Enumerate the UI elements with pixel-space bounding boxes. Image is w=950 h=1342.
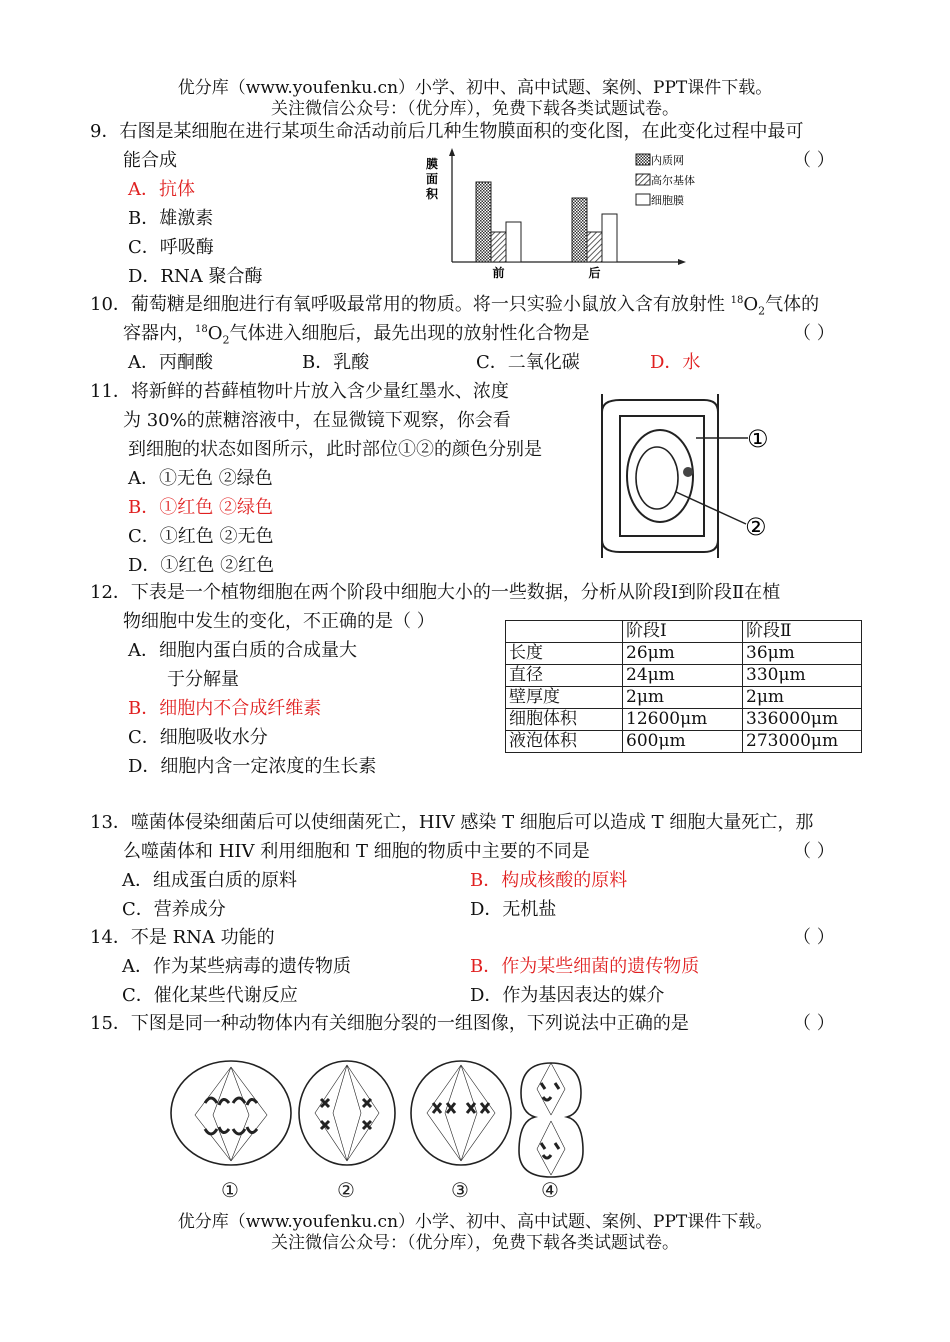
q9-option-c: C．呼吸酶: [128, 237, 214, 258]
table-header-cell: [506, 621, 623, 643]
cell-label-3: ③: [451, 1178, 469, 1202]
cell-1-diagram: [171, 1061, 291, 1165]
table-cell: 600μm: [623, 731, 743, 753]
cell-3-diagram: [411, 1061, 511, 1165]
cell-2-diagram: [299, 1061, 395, 1165]
q9-stem-line-2: 能合成: [123, 150, 177, 171]
bar-0-series-2: [506, 222, 521, 262]
q14-option-a: A．作为某些病毒的遗传物质: [122, 956, 351, 977]
q9-answer-bracket: （ ）: [793, 150, 835, 171]
neighbor-cell-wall-top: [602, 394, 718, 412]
q14-option-b: B．作为某些细菌的遗传物质: [470, 956, 700, 977]
table-cell: 12600μm: [623, 709, 743, 731]
q12-option-a-line-2: 于分解量: [167, 669, 239, 690]
table-cell: 长度: [506, 643, 623, 665]
nucleus: [683, 467, 693, 477]
q12-stem-line-2: 物细胞中发生的变化，不正确的是（ ）: [123, 611, 435, 632]
q14-answer-bracket: （ ）: [793, 927, 835, 948]
y-axis-label-char: 积: [425, 187, 439, 201]
table-cell: 细胞体积: [506, 709, 623, 731]
table-cell: 液泡体积: [506, 731, 623, 753]
q13-option-b: B．构成核酸的原料: [470, 870, 628, 891]
q15-answer-bracket: （ ）: [793, 1013, 835, 1034]
table-row: [506, 687, 862, 709]
table-row: [506, 731, 862, 753]
q11-option-d: D．①红色 ②红色: [128, 555, 275, 576]
q12-option-d: D．细胞内含一定浓度的生长素: [128, 756, 377, 777]
q14-option-d: D．作为基因表达的媒介: [470, 985, 665, 1006]
q10-option-b: B．乳酸: [302, 352, 370, 373]
footer-line-1: 优分库（www.youfenku.cn）小学、初中、高中试题、案例、PPT课件下载。: [177, 1212, 773, 1232]
q10-option-d: D．水: [650, 352, 701, 373]
label-2-pointer: [676, 492, 746, 524]
bar-0-series-1: [491, 232, 506, 262]
q11-option-b: B．①红色 ②绿色: [128, 497, 273, 518]
table-cell: 壁厚度: [506, 687, 623, 709]
q13-stem-line-1: 13．噬菌体侵染细菌后可以使细菌死亡，HIV 感染 T 细胞后可以造成 T 细胞大量死亡，那: [90, 812, 814, 833]
table-row: [506, 665, 862, 687]
chart-y-axis-arrow: [449, 148, 455, 156]
q12-option-c: C．细胞吸收水分: [128, 727, 268, 748]
label-1: ①: [747, 425, 769, 453]
cell-label-2: ②: [337, 1178, 355, 1202]
table-cell: 24μm: [623, 665, 743, 687]
bar-0-series-0: [476, 182, 491, 262]
table-cell: 2μm: [743, 687, 862, 709]
table-header-cell: 阶段Ⅱ: [743, 621, 862, 643]
table-header-row: [506, 621, 862, 643]
bar-1-series-2: [602, 214, 617, 262]
q9-option-a: A．抗体: [128, 179, 195, 200]
footer-line-2: 关注微信公众号：（优分库），免费下载各类试题试卷。: [271, 1233, 679, 1253]
vacuole: [636, 447, 678, 509]
q13-stem-line-2: 么噬菌体和 HIV 利用细胞和 T 细胞的物质中主要的不同是: [123, 841, 590, 862]
chart-y-axis-label: [426, 156, 439, 201]
q13-option-c: C．营养成分: [122, 899, 226, 920]
table-cell: 273000μm: [743, 731, 862, 753]
q10-stem-line-2: 容器内，$^{18}O_2$气体进入细胞后，最先出现的放射性化合物是: [123, 323, 590, 347]
q13-option-a: A．组成蛋白质的原料: [122, 870, 297, 891]
cell-size-table: [505, 620, 862, 753]
q12-stem-line-1: 12．下表是一个植物细胞在两个阶段中细胞大小的一些数据，分析从阶段Ⅰ到阶段Ⅱ在植: [90, 582, 781, 603]
q9-option-b: B．雄激素: [128, 208, 214, 229]
q10-option-a: A．丙酮酸: [128, 352, 213, 373]
header-line-2: 关注微信公众号：（优分库），免费下载各类试题试卷。: [271, 99, 679, 119]
q11-stem-line-3: 到细胞的状态如图所示，此时部位①②的颜色分别是: [128, 439, 542, 460]
table-cell: 330μm: [743, 665, 862, 687]
legend-swatch: [636, 194, 650, 205]
q12-option-a-line-1: A．细胞内蛋白质的合成量大: [128, 640, 357, 661]
neighbor-cell-wall-bottom: [602, 540, 718, 558]
legend-label: 细胞膜: [651, 194, 684, 207]
q14-option-c: C．催化某些代谢反应: [122, 985, 298, 1006]
q12-option-b: B．细胞内不合成纤维素: [128, 698, 322, 719]
q11-stem-line-2: 为 30%的蔗糖溶液中，在显微镜下观察，你会看: [123, 410, 511, 431]
membrane-area-bar-chart: [420, 148, 695, 283]
y-axis-label-char: 膜: [425, 157, 439, 171]
table-cell: 336000μm: [743, 709, 862, 731]
table-cell: 36μm: [743, 643, 862, 665]
y-axis-label-char: 面: [425, 172, 439, 186]
cell-label-4: ④: [541, 1178, 559, 1202]
table-row: [506, 709, 862, 731]
legend-swatch: [636, 174, 650, 185]
table-header-cell: 阶段Ⅰ: [623, 621, 743, 643]
q10-stem-line-1: 10．葡萄糖是细胞进行有氧呼吸最常用的物质。将一只实验小鼠放入含有放射性 $^{18}O_2$气体的: [90, 294, 820, 318]
x-tick-label: 前: [492, 266, 505, 280]
table-cell: 2μm: [623, 687, 743, 709]
table-row: [506, 643, 862, 665]
bar-1-series-1: [587, 232, 602, 262]
q10-option-c: C．二氧化碳: [476, 352, 580, 373]
chart-x-axis-arrow: [678, 259, 686, 265]
header-line-1: 优分库（www.youfenku.cn）小学、初中、高中试题、案例、PPT课件下载。: [177, 78, 773, 98]
cell-label-1: ①: [221, 1178, 239, 1202]
table-cell: 直径: [506, 665, 623, 687]
plasmolysis-cell-diagram: [596, 392, 786, 560]
legend-label: 内质网: [651, 154, 684, 167]
cell-wall-inner: [620, 416, 704, 536]
legend-swatch: [636, 154, 650, 165]
q9-option-d: D．RNA 聚合酶: [128, 266, 263, 287]
cell-4-diagram: [519, 1063, 583, 1177]
q10-answer-bracket: （ ）: [793, 323, 835, 344]
cell-division-diagrams: [165, 1055, 605, 1205]
q13-answer-bracket: （ ）: [793, 841, 835, 862]
x-tick-label: 后: [588, 266, 601, 280]
legend-label: 高尔基体: [651, 174, 695, 187]
q15-stem: 15．下图是同一种动物体内有关细胞分裂的一组图像，下列说法中正确的是: [90, 1013, 689, 1034]
q11-option-c: C．①红色 ②无色: [128, 526, 274, 547]
q9-stem-line-1: 9．右图是某细胞在进行某项生命活动前后几种生物膜面积的变化图，在此变化过程中最可: [90, 121, 804, 142]
q11-option-a: A．①无色 ②绿色: [128, 468, 273, 489]
q14-stem: 14．不是 RNA 功能的: [90, 927, 275, 948]
q13-option-d: D．无机盐: [470, 899, 557, 920]
bar-1-series-0: [572, 198, 587, 262]
label-2: ②: [745, 513, 767, 541]
q11-stem-line-1: 11．将新鲜的苔藓植物叶片放入含少量红墨水、浓度: [90, 381, 509, 402]
table-cell: 26μm: [623, 643, 743, 665]
